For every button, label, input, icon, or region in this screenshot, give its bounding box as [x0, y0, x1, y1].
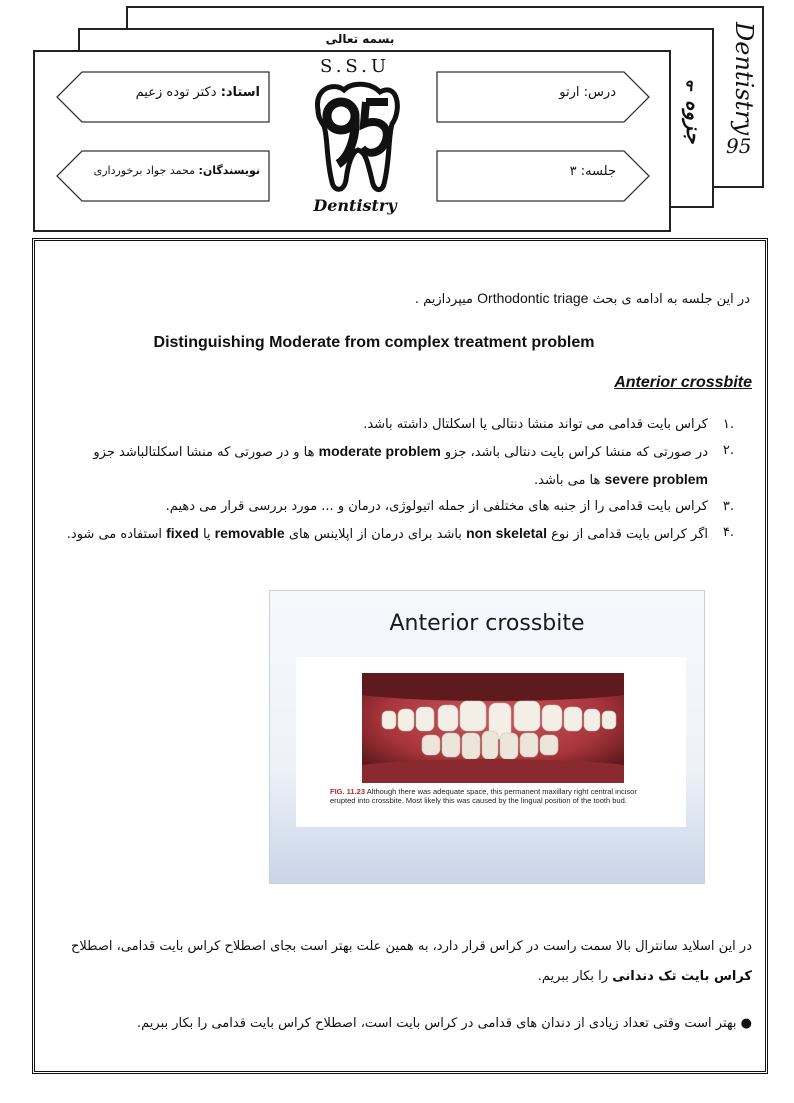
basmala: بسمه تعالی [325, 32, 395, 46]
slide-title: Anterior crossbite [389, 611, 585, 636]
caption-figure-number: FIG. 11.23 [330, 787, 366, 796]
bullet-text: بهتر است وقتی تعداد زیادی از دندان های قدامی در کراس بایت است، اصطلاح کراس بایت قدامی را بکار ببریم. [137, 1016, 737, 1031]
side-title: Dentistry [730, 22, 758, 136]
item-number: .۳ [722, 499, 734, 514]
intro-post: میپردازیم . [414, 292, 474, 307]
session-label: جلسه: [580, 164, 616, 179]
bullet-icon: ● [740, 1016, 752, 1031]
list-item [52, 412, 734, 438]
item-term: non skeletal [466, 525, 547, 541]
intro-pre: در این جلسه به ادامه ی بحث [592, 292, 750, 307]
session-tag [436, 150, 650, 202]
item-text: باشد برای درمان از اپلاینس های [288, 527, 462, 542]
list-item [52, 520, 734, 548]
item-text: استفاده می شود. [66, 527, 162, 542]
item-text: در صورتی که منشا کراس بایت دنتالی باشد، جزو [444, 445, 708, 460]
item-text: اگر کراس بایت قدامی از نوع [551, 527, 708, 542]
item-term: fixed [166, 525, 199, 541]
tag-shape [436, 150, 650, 202]
course-tag [436, 71, 650, 123]
points-list [52, 412, 734, 548]
closing-paragraph [48, 932, 752, 992]
item-text: کراس بایت قدامی می تواند منشا دنتالی یا اسکلتال داشته باشد. [363, 417, 708, 432]
item-term: severe problem [604, 471, 708, 487]
figure-caption [330, 787, 660, 805]
item-number: .۲ [722, 443, 734, 458]
logo [300, 56, 410, 222]
item-number: .۴ [722, 525, 734, 540]
instructor-tag [56, 71, 270, 123]
instructor-label: استاد: [220, 85, 260, 100]
item-term: moderate problem [318, 443, 441, 459]
bullet-item [110, 1016, 752, 1031]
tooth-95-logo-mark [308, 80, 402, 196]
logo-top-text: S.S.U [320, 56, 390, 77]
item-text: ها و در صورتی که منشا اسکلتالباشد جزو [93, 445, 315, 460]
item-text: یا [202, 527, 211, 542]
item-term: removable [214, 525, 285, 541]
closing-bold: کراس بایت تک دندانی [612, 969, 752, 984]
slide-image [269, 590, 705, 884]
caption-text: Although there was adequate space, this permanent maxillary right central incisor erupted into crossbite. Most likely this was caused by the lingual position of the tooth bud. [330, 787, 637, 805]
jozve-number: ۹ [684, 76, 693, 95]
authors-value: محمد جواد برخورداری [93, 164, 195, 177]
section-heading: Distinguishing Moderate from complex treatment problem [153, 334, 595, 351]
subheading: Anterior crossbite [614, 374, 752, 391]
item-number: .۱ [722, 417, 734, 432]
authors-tag [56, 150, 270, 202]
closing-post: را بکار ببریم. [537, 969, 609, 984]
teeth-photo [362, 673, 624, 783]
side-year: 95 [726, 134, 752, 158]
list-item [52, 494, 734, 520]
intro-paragraph [40, 290, 750, 307]
list-item [52, 438, 734, 494]
slide-panel [296, 657, 686, 827]
instructor-value: دکتر توده زعیم [135, 85, 217, 100]
item-text: ها می باشد. [534, 473, 601, 488]
logo-bottom-text: Dentistry [313, 196, 397, 215]
closing-pre: در این اسلاید سانترال بالا سمت راست در کراس قرار دارد، به همین علت بهتر است بجای اصطلاح کراس بایت قدامی، اصطلاح [71, 939, 752, 954]
jozve-label: جزوه [682, 100, 706, 144]
item-text: کراس بایت قدامی را از جنبه های مختلفی از جمله اتیولوژی، درمان و ... مورد بررسی قرار می دهیم. [165, 499, 708, 514]
course-label: درس: [583, 85, 616, 100]
intro-term: Orthodontic triage [477, 290, 589, 306]
tag-shape [436, 71, 650, 123]
authors-label: نویسندگان: [198, 164, 260, 177]
course-value: ارتو [559, 85, 580, 100]
session-value: ۳ [569, 164, 577, 179]
